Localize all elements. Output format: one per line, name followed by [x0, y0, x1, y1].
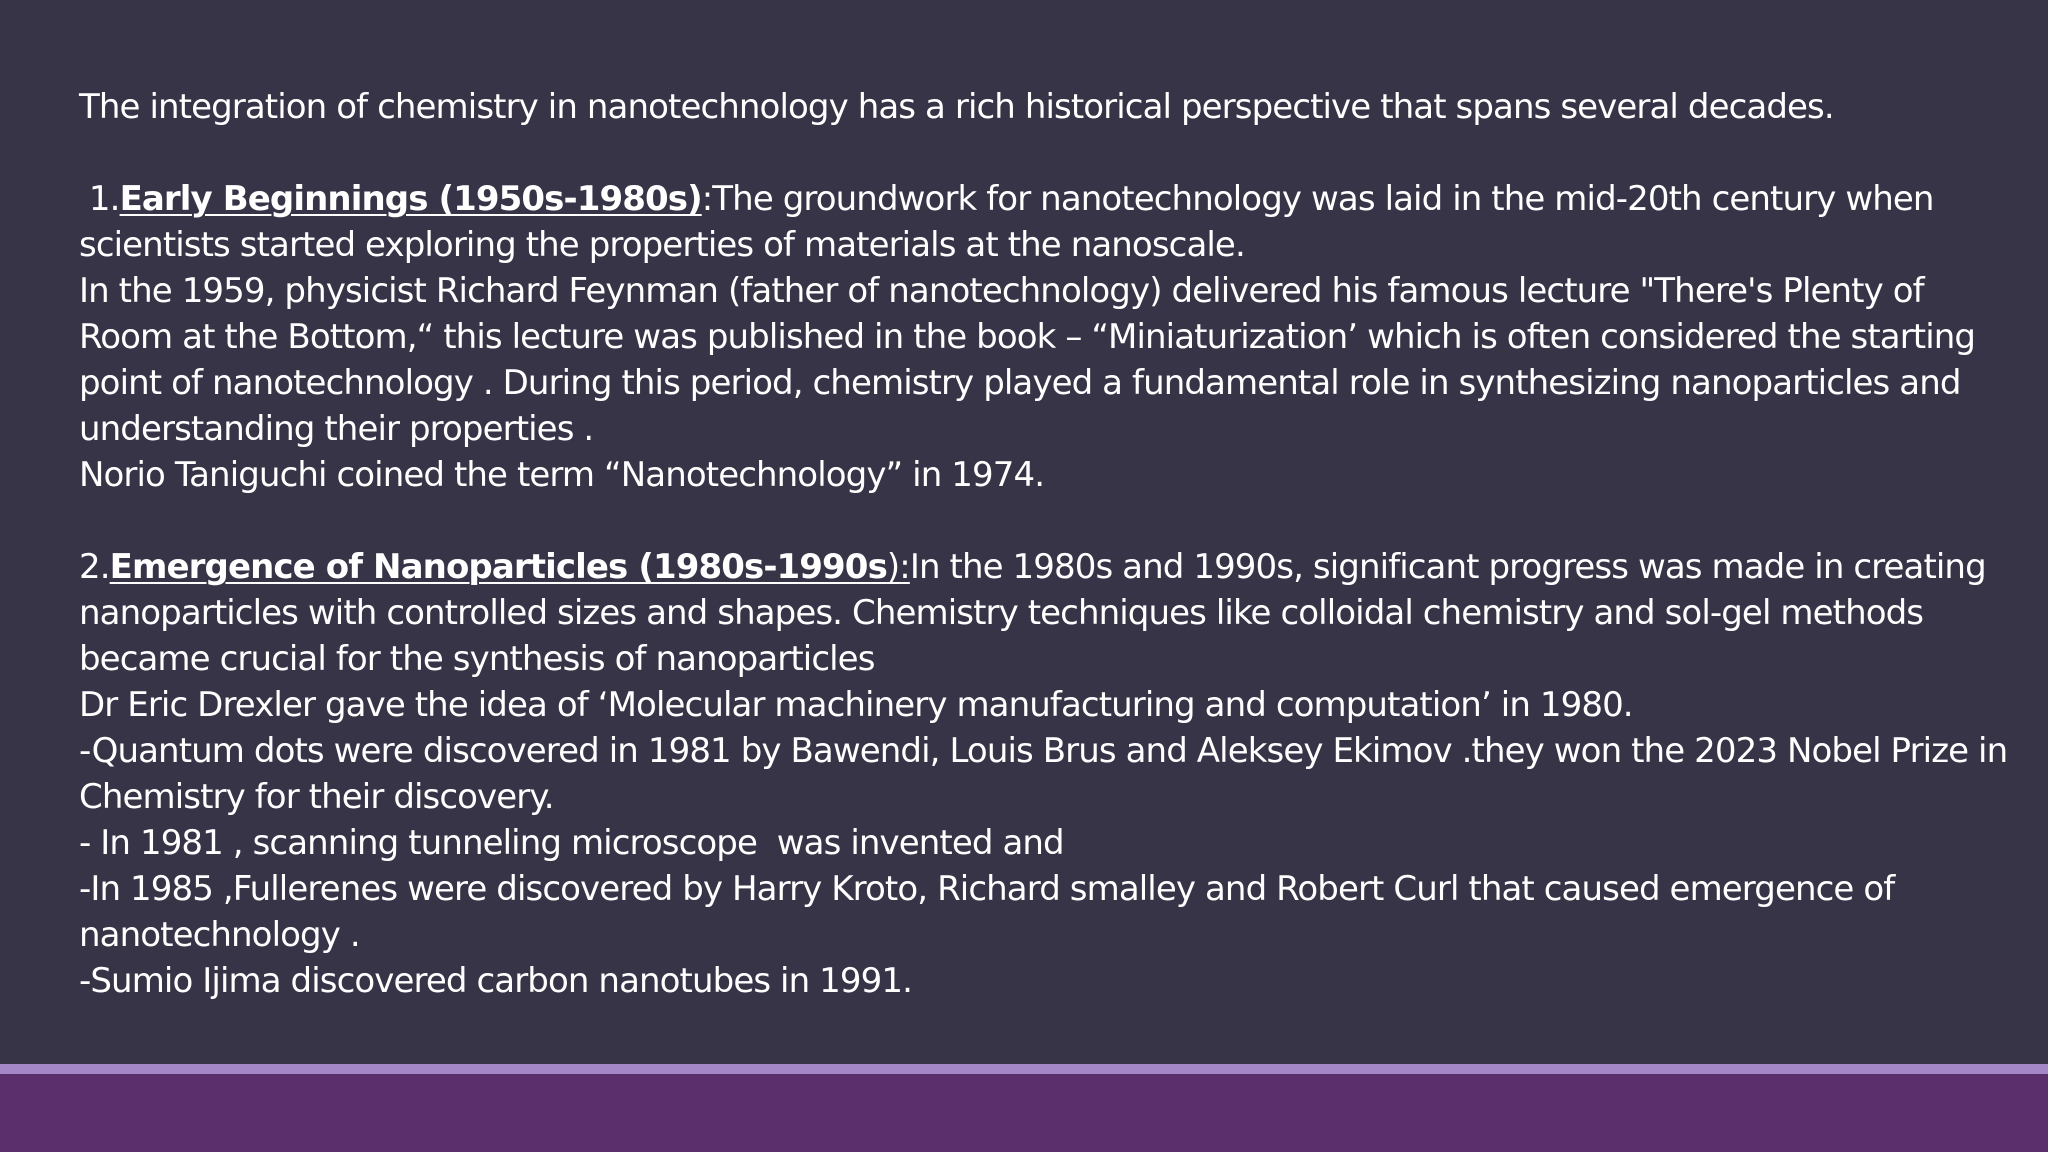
section1-line-4: Room at the Bottom,“ this lecture was published in the book – “Miniaturization’ which is often considered the starting: [79, 317, 1976, 357]
section2-line-4: Dr Eric Drexler gave the idea of ‘Molecular machinery manufacturing and computation’ in 1980.: [79, 685, 1633, 725]
section2-line-2: nanoparticles with controlled sizes and shapes. Chemistry techniques like colloidal chemistry and sol-gel methods: [79, 593, 1924, 633]
section2-line-1: In the 1980s and 1990s, significant progress was made in creating: [909, 547, 1986, 587]
section2-line-5: -Quantum dots were discovered in 1981 by Bawendi, Louis Brus and Aleksey Ekimov .they won the 2023 Nobel Prize in: [79, 731, 2008, 771]
section1-line-3: In the 1959, physicist Richard Feynman (father of nanotechnology) delivered his famous lecture "There's Plenty of: [79, 271, 1924, 311]
section1-number: 1.: [79, 179, 120, 219]
section1-colon: :: [701, 179, 713, 219]
footer-band: [0, 1074, 2048, 1152]
intro-text: The integration of chemistry in nanotechnology has a rich historical perspective that spans several decades.: [79, 87, 1834, 127]
spacer: [79, 498, 2019, 544]
section1-line-7: Norio Taniguchi coined the term “Nanotechnology” in 1974.: [79, 455, 1045, 495]
section2-first-line: [79, 544, 2019, 590]
section2-line-7: - In 1981 , scanning tunneling microscope was invented and: [79, 823, 1064, 863]
section2-number: 2.: [79, 547, 110, 587]
section2-line-8: -In 1985 ,Fullerenes were discovered by Harry Kroto, Richard smalley and Robert Curl that caused emergence of: [79, 869, 1895, 909]
slide-body: [79, 84, 2019, 1004]
section2-line-3: became crucial for the synthesis of nanoparticles: [79, 639, 875, 679]
section2-heading: Emergence of Nanoparticles (1980s-1990s: [109, 547, 887, 587]
section1-line-6: understanding their properties .: [79, 409, 594, 449]
spacer: [79, 130, 2019, 176]
section2-line-9: nanotechnology .: [79, 915, 360, 955]
accent-divider: [0, 1064, 2048, 1074]
section2-heading-tail: ):: [886, 547, 910, 587]
section1-line-1: The groundwork for nanotechnology was laid in the mid-20th century when: [712, 179, 1934, 219]
section2-line-10: -Sumio Ijima discovered carbon nanotubes in 1991.: [79, 961, 912, 1001]
section1-line-2: scientists started exploring the properties of materials at the nanoscale.: [79, 225, 1245, 265]
section2-line-6: Chemistry for their discovery.: [79, 777, 554, 817]
section1-heading: Early Beginnings (1950s-1980s): [119, 179, 702, 219]
section1-first-line: [79, 176, 2019, 222]
section1-line-5: point of nanotechnology . During this period, chemistry played a fundamental role in synthesizing nanoparticles and: [79, 363, 1961, 403]
